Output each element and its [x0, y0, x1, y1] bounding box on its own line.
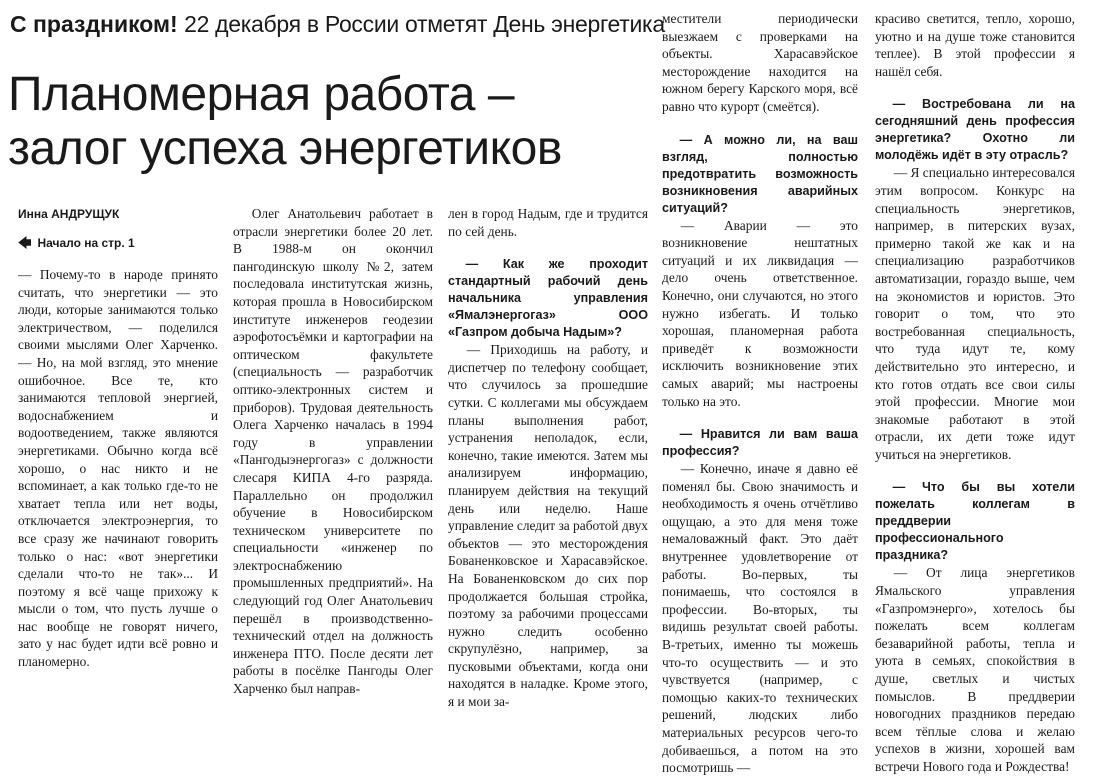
- continued-from: [18, 236, 135, 250]
- question: — Как же проходит стандартный рабочий день начальника управления «Ямалэнергогаз» ООО «Газпром добыча Надым»?: [448, 257, 648, 340]
- paragraph: красиво светится, тепло, хорошо, уютно и на душе тоже становится теплее). В этой профессии я нашёл себя.: [875, 11, 1075, 79]
- paragraph: — Я специально интересовался этим вопросом. Конкурс на специальность энергетиков, например, в питерских вузах, примерно такой же как и на специализацию разработчиков автоматизации, гораздо выше, чем на экономистов и юристов. Это говорит о том, что это востребованная специальность, что туда идут те, кому действительно это интересно, и кто готов отдать все свои силы этой профессии. Многие мои знакомые работают в этой отрасли, их дети тоже идут учиться на энергетиков.: [875, 165, 1075, 462]
- kicker-bold: С праздником!: [10, 11, 178, 37]
- column-2: [233, 205, 433, 698]
- column-3: [448, 205, 648, 711]
- paragraph: местители периодически выезжаем с проверками на объекты. Харасавэйское месторождение находится на южном берегу Карского моря, всё равно что курорт (смеётся).: [662, 11, 858, 114]
- paragraph: — От лица энергетиков Ямальского управления «Газпромэнерго», хотелось бы пожелать всем коллегам безаварийной работы, тепла и уюта в семьях, спокойствия в душе, светлых и чистых помыслов. В преддверии новогодних праздников передаю всем тёплые слова и желаю успехов в жизни, хорошей вам встречи Нового года и Рождества!: [875, 565, 1075, 774]
- column-5: [875, 10, 1075, 776]
- paragraph: — Приходишь на работу, и диспетчер по телефону сообщает, что случилось за прошедшие сутки. С коллегами мы обсуждаем планы выполнения работ, устранения неполадок, если, конечно, такие имеются. Затем мы анализируем информацию, планируем действия на текущий день или неделю. Наше управление следит за работой двух объектов — это месторождения Бованенковское и Харасавэйское. На Бованенковском до сих пор продолжается большая стройка, поэтому за рабочими процессами нужно следить особенно скрупулёзно, например, за пусковыми объектами, когда они находятся в наладке. Кроме этого, я и мои за-: [448, 342, 648, 710]
- headline: [8, 68, 648, 176]
- question: — Что бы вы хотели пожелать коллегам в преддверии профессионального праздника?: [875, 480, 1075, 563]
- paragraph: Олег Анатольевич работает в отрасли энергетики более 20 лет. В 1988-м он окончил пангодинскую школу №2, затем последовала институтская жизнь, которая прошла в Новосибирском институте инженеров геодезии аэрофотосъёмки и картографии на оптическом факультете (специальность — разработчик оптико-электронных систем и приборов). Трудовая деятельность Олега Харченко началась в 1994 году в управлении «Пангодыэнергогаз» с должности слесаря КИПА 4-го разряда. Параллельно он продолжил обучение в Новосибирском техническом университете по специальности «инженер по электроснабжению промышленных предприятий». На следующий год Олег Анатольевич перешёл в производственно-технический отдел на должность инженера ПТО. После десяти лет работы в посёлке Пангоды Олег Харченко был направ-: [233, 206, 433, 697]
- headline-line-1: Планомерная работа –: [8, 68, 515, 121]
- question: — А можно ли, на ваш взгляд, полностью предотвратить возможность возникновения аварийных ситуаций?: [662, 132, 858, 215]
- continued-label: Начало на стр. 1: [37, 236, 135, 250]
- column-1: [18, 266, 218, 671]
- paragraph: — Почему-то в народе принято считать, что энергетики — это люди, которые занимаются только электричеством, — поделился своими мыслями Олег Харченко. — Но, на мой взгляд, это мнение ошибочное. Все те, кто занимаются тепловой энергией, водоснабжением и водоотведением, также являются энергетиками. Обычно когда всё хорошо, о нас никто и не вспоминает, а как только где-то не хватает тепла или нет воды, отключается электроэнергия, то все сразу же начинают говорить только о нас: «вот энергетики сделали что-то не так»... И поэтому я всё чаще прихожу к мысли о том, что пусть лучше о нас вообще не говорят ничего, зато у нас будет идти всё ровно и планомерно.: [18, 267, 218, 670]
- headline-line-2: залог успеха энергетиков: [8, 122, 562, 175]
- question: — Нравится ли вам ваша профессия?: [662, 427, 858, 459]
- kicker: [10, 6, 665, 42]
- paragraph: — Конечно, иначе я давно её поменял бы. Свою значимость и необходимость я очень отчётливо ощущаю, а это для меня тоже немаловажный факт. Это даёт внутреннее удовлетворение от работы. Во-первых, ты понимаешь, что состоялся в профессии. Во-вторых, ты видишь результат своей работы. В-третьих, именно ты можешь что-то осуществить — и это чувствуется (например, с помощью каких-то технических решений, людских либо материальных ресурсов чего-то добиваешься, а потом на это посмотришь —: [662, 461, 858, 776]
- arrow-left-icon: 🡄: [18, 235, 32, 250]
- paragraph: — Аварии — это возникновение нештатных ситуаций и их ликвидация — дело очень ответственное. Конечно, они случаются, но этого нужно избегать. И только хорошая, планомерная работа приведёт к возможности исключить возникновение этих самых аварий; мы настроены только на это.: [662, 217, 858, 409]
- column-4: [662, 10, 858, 777]
- kicker-subtitle: 22 декабря в России отметят День энергетика: [184, 11, 665, 37]
- author-byline: Инна АНДРУЩУК: [18, 207, 120, 221]
- paragraph: лен в город Надым, где и трудится по сей день.: [448, 206, 648, 239]
- question: — Востребована ли на сегодняшний день профессия энергетика? Охотно ли молодёжь идёт в эту отрасль?: [875, 97, 1075, 163]
